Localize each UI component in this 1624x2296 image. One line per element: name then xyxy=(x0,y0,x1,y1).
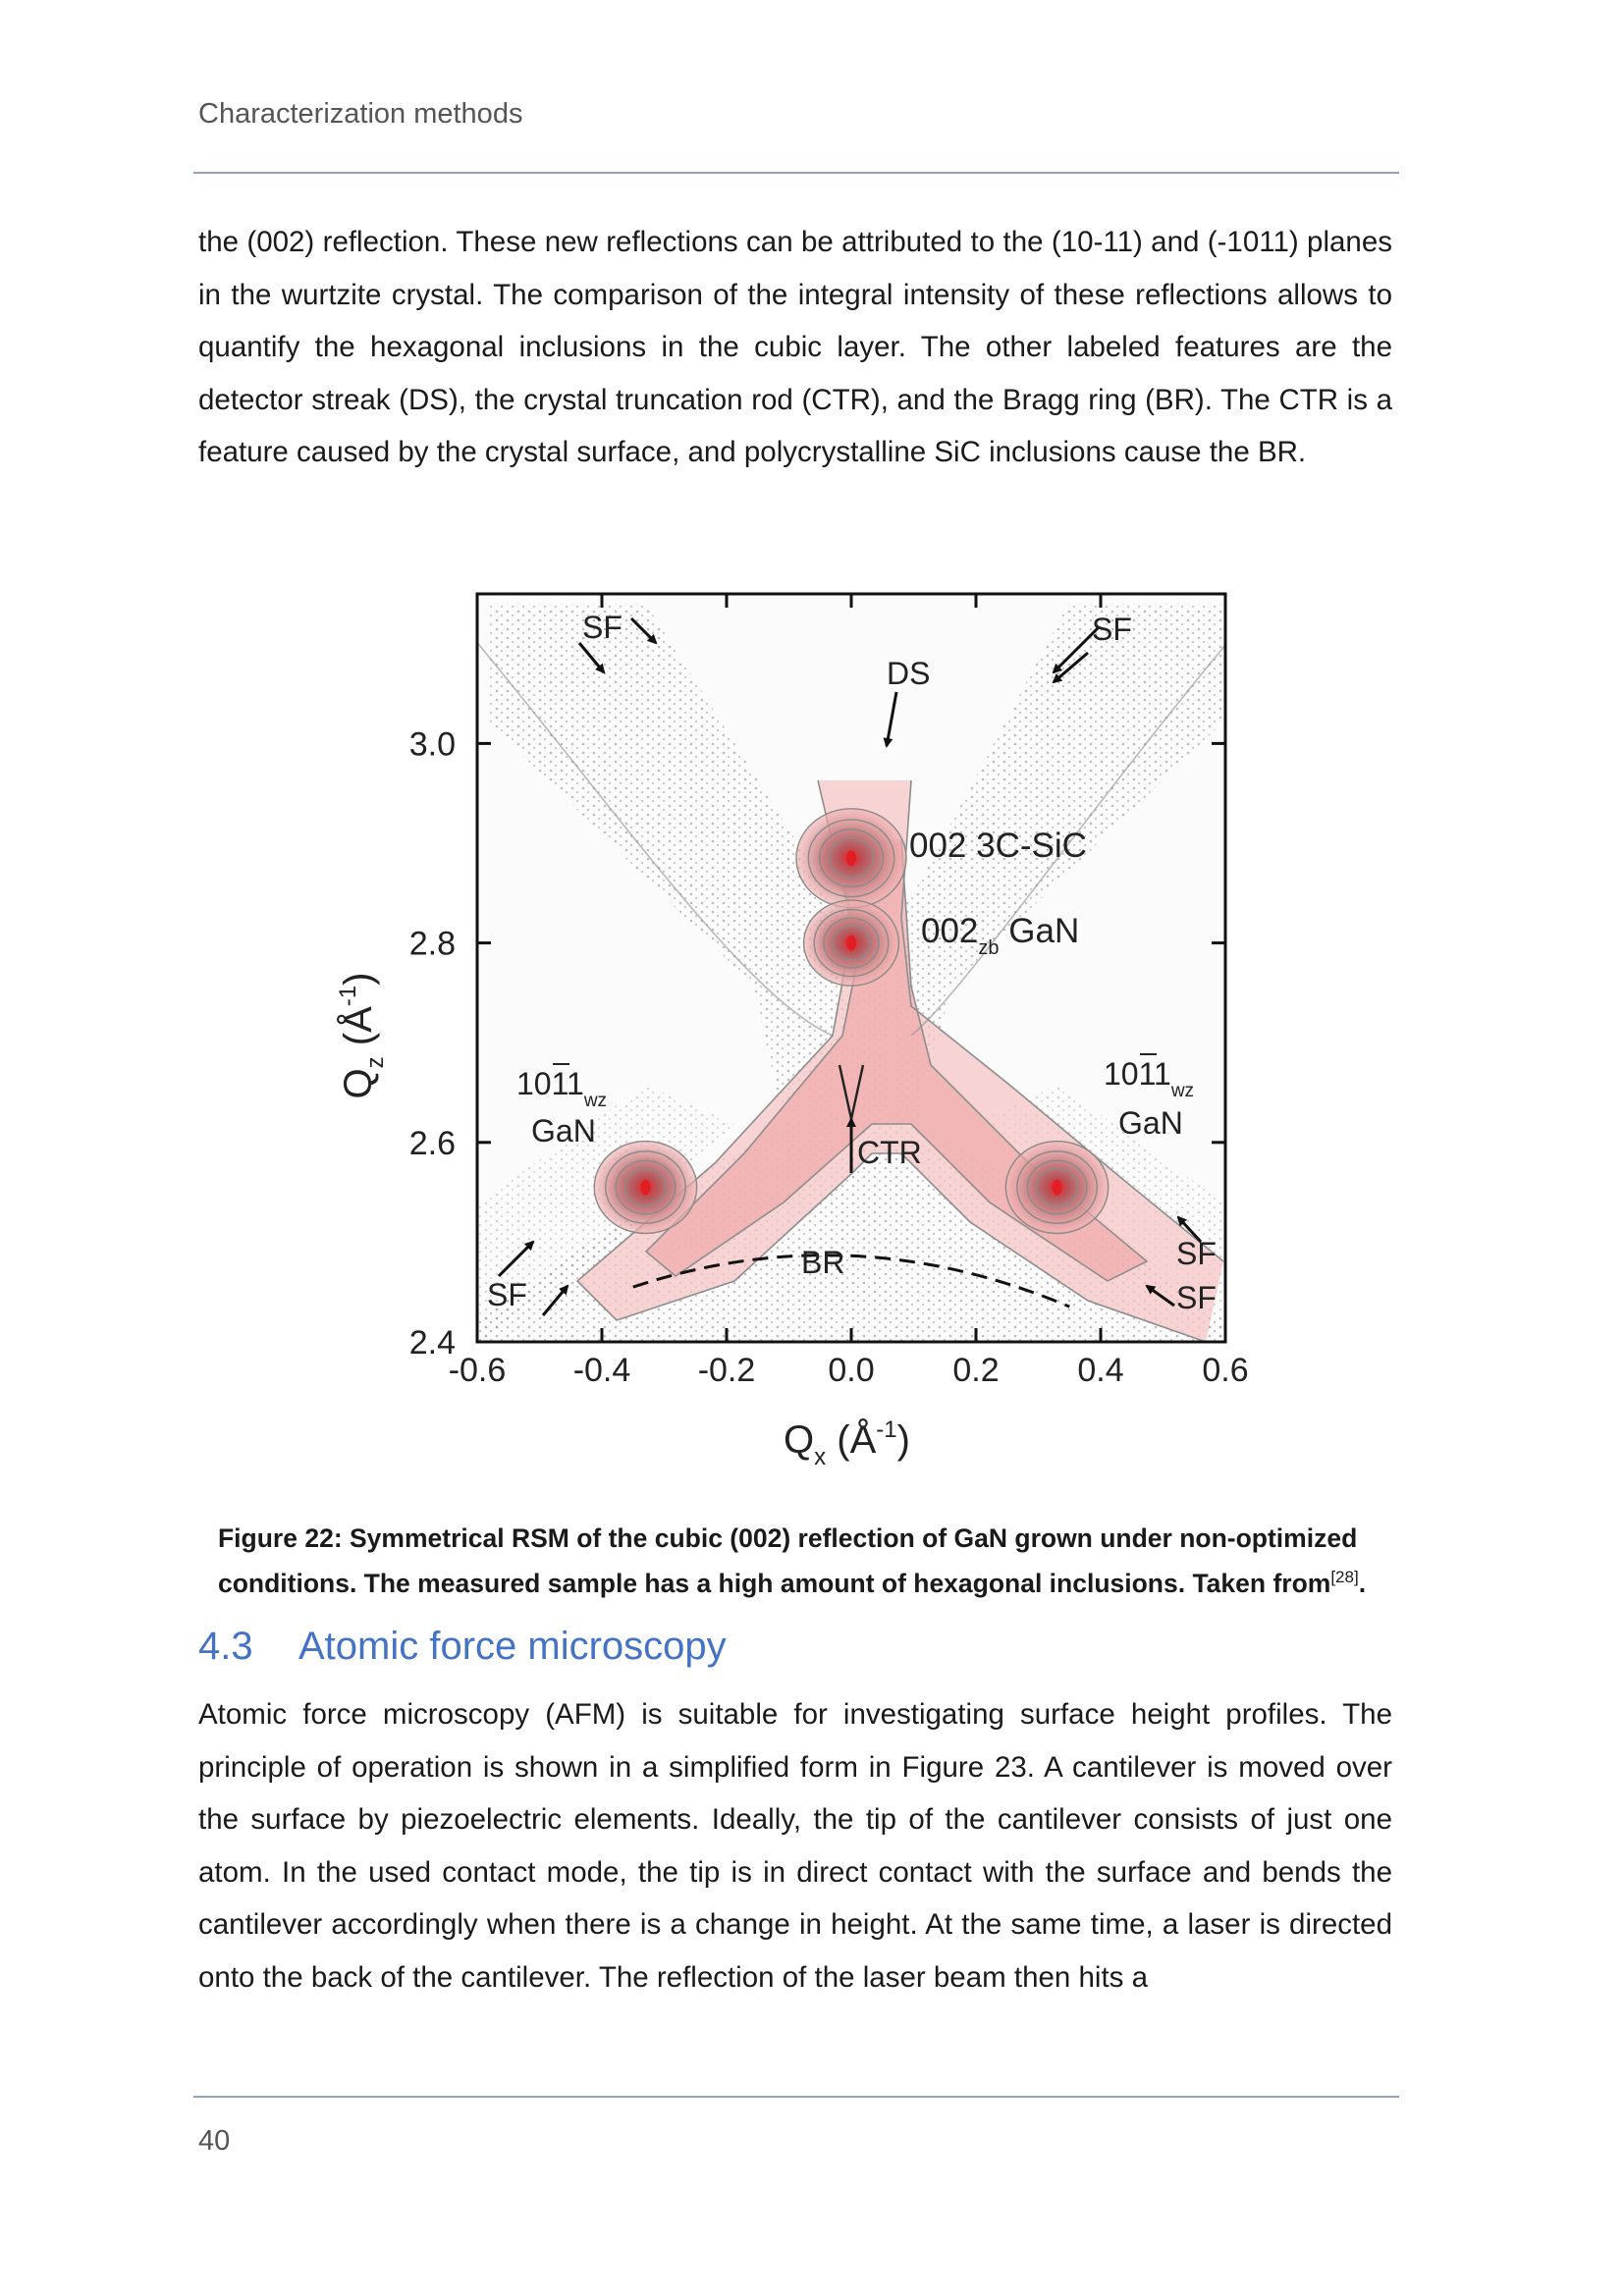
label-ctr: CTR xyxy=(857,1135,922,1170)
x-tick-label: -0.4 xyxy=(572,1352,631,1389)
peak xyxy=(1005,1142,1108,1234)
label-sf-bottom-left: SF xyxy=(487,1277,527,1312)
section-heading xyxy=(198,1625,727,1669)
y-tick-label: 2.6 xyxy=(408,1124,456,1162)
figure-caption xyxy=(218,1520,1386,1603)
x-tick-label: 0.6 xyxy=(1202,1352,1249,1389)
caption-period: . xyxy=(1358,1568,1367,1598)
label-wz-right: $1011_{wz}$ xyxy=(1104,1056,1195,1101)
x-tick-label: -0.2 xyxy=(697,1352,756,1389)
x-tick-label: -0.6 xyxy=(448,1352,507,1389)
caption-reference: [28] xyxy=(1330,1568,1359,1586)
y-tick-label: 3.0 xyxy=(408,725,456,764)
label-sf-top-left: SF xyxy=(582,610,623,645)
y-tick-label: 2.4 xyxy=(408,1324,456,1362)
label-sf-bottom-right-2: SF xyxy=(1176,1280,1217,1315)
label-wz-left: $1011_{wz}$ xyxy=(516,1066,608,1111)
x-tick-label: 0.4 xyxy=(1077,1352,1124,1389)
figure-rsm xyxy=(322,574,1265,1482)
label-sic: 002 3C-SiC xyxy=(909,827,1087,865)
x-axis-label: $Q_x$ $(Å^{-1})$ xyxy=(784,1416,910,1470)
label-ds: DS xyxy=(887,656,931,691)
y-tick-label: 2.8 xyxy=(408,925,456,963)
peak xyxy=(804,900,899,986)
x-tick-label: 0.2 xyxy=(952,1352,1000,1389)
label-br: BR xyxy=(801,1245,845,1280)
label-wz-left-gan: GaN xyxy=(531,1113,596,1148)
y-axis-label: $Q_z$ $(Å^{-1})$ xyxy=(335,972,389,1099)
peak xyxy=(796,809,906,908)
label-sf-bottom-right-1: SF xyxy=(1176,1236,1217,1271)
label-sf-top-right: SF xyxy=(1092,612,1132,647)
running-header: Characterization methods xyxy=(198,98,523,130)
section-number: 4.3 xyxy=(198,1625,253,1668)
caption-text: Figure 22: Symmetrical RSM of the cubic (002) reflection of GaN grown under non-optimized conditions. The measured sample has a high amount of hexagonal inclusions. Taken from xyxy=(218,1523,1358,1598)
label-wz-right-gan: GaN xyxy=(1118,1105,1183,1141)
peak xyxy=(594,1142,696,1234)
section-title: Atomic force microscopy xyxy=(298,1625,727,1668)
page-number: 40 xyxy=(198,2125,231,2157)
label-zb-gan: $002_{zb}$ GaN xyxy=(921,912,1080,959)
x-tick-label: 0.0 xyxy=(828,1352,875,1389)
rsm-chart xyxy=(322,574,1265,1482)
footer-rule xyxy=(193,2096,1399,2098)
paragraph-2: Atomic force microscopy (AFM) is suitable for investigating surface height profiles. The principle of operation is shown in a simplified form in Figure 23. A cantilever is moved over the surface by piezoelectric elements. Ideally, the tip of the cantilever consists of just one atom. In the used contact mode, the tip is in direct contact with the surface and bends the cantilever accordingly when there is a change in height. At the same time, a laser is directed onto the back of the cantilever. The reflection of the laser beam then hits a xyxy=(198,1698,1392,1994)
header-rule xyxy=(193,172,1399,174)
paragraph-1: the (002) reflection. These new reflections can be attributed to the (10-11) and (-1011) planes in the wurtzite crystal. The comparison of the integral intensity of these reflections allows to quantify the hexagonal inclusions in the cubic layer. The other labeled features are the detector streak (DS), the crystal truncation rod (CTR), and the Bragg ring (BR). The CTR is a feature caused by the crystal surface, and polycrystalline SiC inclusions cause the BR. xyxy=(198,226,1392,468)
